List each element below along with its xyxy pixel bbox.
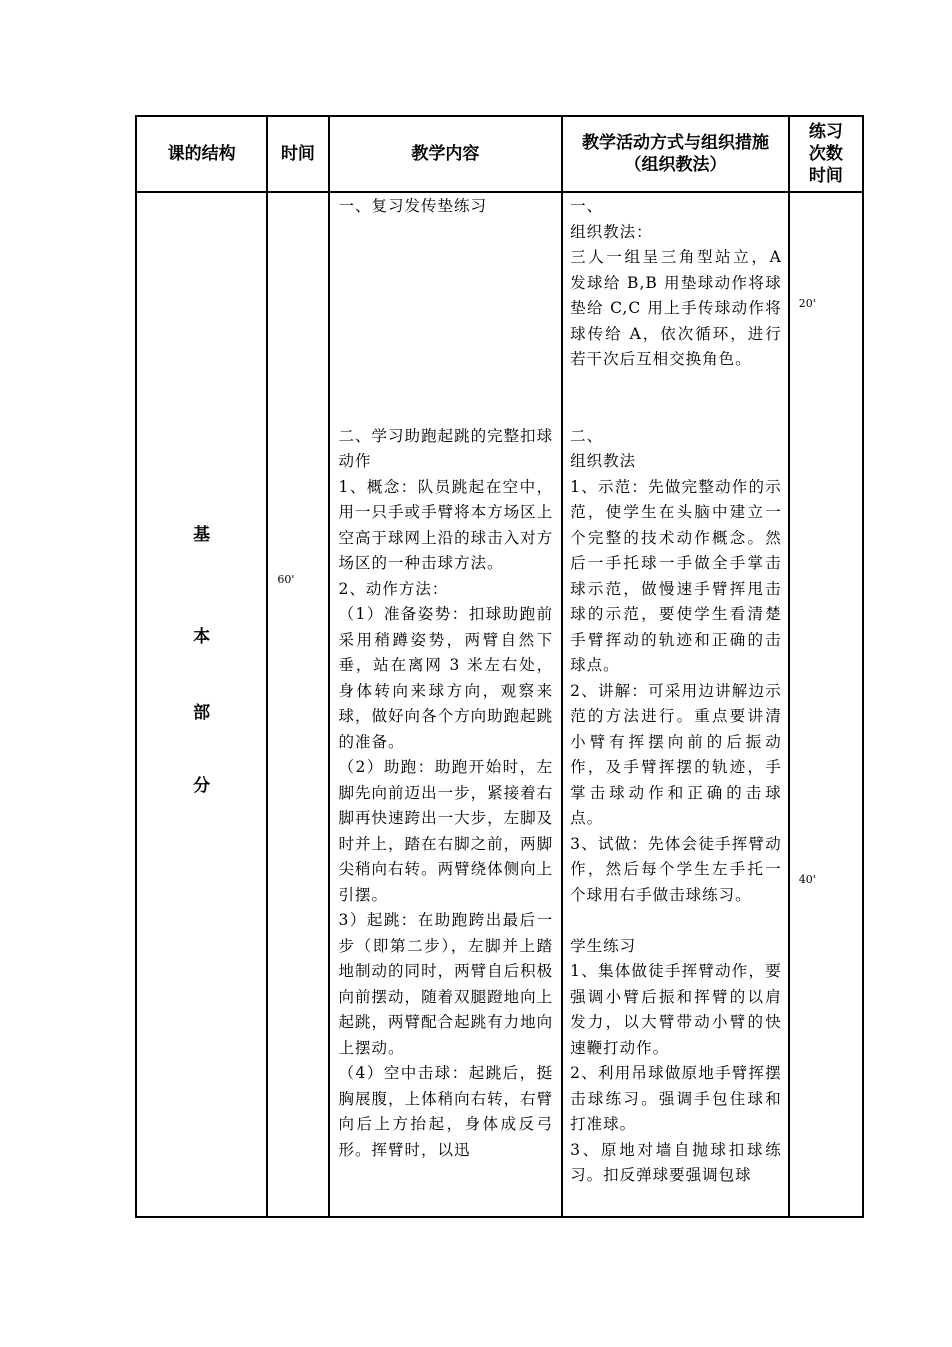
header-method-line2: （组织教法）	[624, 155, 727, 175]
structure-char-4: 分	[193, 776, 211, 796]
table-body-row	[136, 192, 863, 1217]
lesson-plan-table	[135, 115, 864, 1218]
method-cell	[562, 192, 789, 1217]
count-value-1: 20'	[798, 297, 816, 310]
count-value-2: 40'	[798, 873, 816, 886]
time-value: 60'	[277, 573, 295, 586]
content-text: 一、复习发传垫练习 二、学习助跑起跳的完整扣球动作 1、概念：队员跳起在空中，用一只手或手臂将本方场区上空高于球网上沿的球击入对方场区的一种击球方法。 2、动作方法： （1）准备姿势：扣球助跑前采用稍蹲姿势，两臂自然下垂，站在离网 3 米左右处，身体转向来球方向，观察来球，做好向各个方向助跑起跳的准备。 （2）助跑：助跑开始时，左脚先向前迈出一步，紧接着右脚再快速跨出一大步，左脚及时并上，踏在右脚之前，两脚尖稍向右转。两臂绕体侧向上引摆。 3）起跳：在助跑跨出最后一步（即第二步），左脚并上踏地制动的同时，两臂自后积极向前摆动，随着双腿蹬地向上起跳，两臂配合起跳有力地向上摆动。 （4）空中击球：起跳后，挺胸展腹，上体稍向右转，右臂向后上方抬起，身体成反弓形。挥臂时，以迅	[338, 197, 554, 1159]
method-text: 一、 组织教法： 三人一组呈三角型站立，A 发球给 B,B 用垫球动作将球垫给 C,C 用上手传球动作将球传给 A，依次循环，进行若干次后互相交换角色。 二、 组织教法 1、示范：先做完整动作的示范，使学生在头脑中建立一个完整的技术动作概念。然后一手托球一手做全手掌击球示范，做慢速手臂挥甩击球的示范，要使学生看清楚手臂挥动的轨迹和正确的击球点。 2、讲解：可采用边讲解边示范的方法进行。重点要讲清小臂有挥摆向前的后振动作，及手臂挥摆的轨迹，手掌击球动作和正确的击球点。 3、试做：先体会徒手挥臂动作，然后每个学生左手托一个球用右手做击球练习。 学生练习 1、集体做徒手挥臂动作，要强调小臂后振和挥臂的以肩发力，以大臂带动小臂的快速鞭打动作。 2、利用吊球做原地手臂挥摆击球练习。强调手包住球和打准球。 3、原地对墙自抛球扣球练习。扣反弹球要强调包球	[570, 197, 782, 1184]
header-structure: 课的结构	[136, 116, 267, 192]
header-method-line1: 教学活动方式与组织措施	[581, 133, 769, 153]
time-cell	[267, 192, 328, 1217]
structure-char-3: 部	[193, 703, 211, 723]
header-count-line3: 时间	[808, 166, 843, 186]
count-cell	[789, 192, 863, 1217]
structure-char-2: 本	[193, 627, 211, 647]
header-count	[789, 116, 863, 192]
header-count-line1: 练习	[808, 122, 843, 142]
header-method	[562, 116, 789, 192]
header-content: 教学内容	[329, 116, 563, 192]
content-cell	[329, 192, 563, 1217]
header-count-line2: 次数	[808, 144, 843, 164]
structure-char-1: 基	[193, 525, 211, 545]
table-header-row	[136, 116, 863, 192]
structure-cell	[136, 192, 267, 1217]
header-time: 时间	[267, 116, 328, 192]
